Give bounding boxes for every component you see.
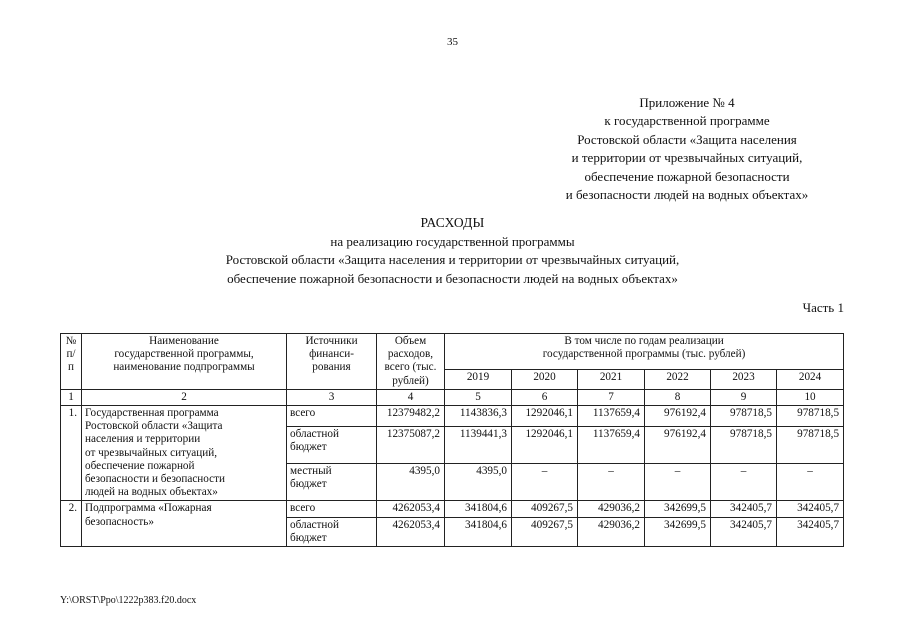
column-number-row [61, 389, 844, 405]
header-text: Источники [305, 335, 358, 347]
year-value: 1139441,3 [445, 426, 512, 463]
year-value: 409267,5 [512, 517, 578, 546]
year-value: 429036,2 [578, 501, 645, 517]
header-text: рублей) [392, 374, 429, 387]
column-number: 3 [287, 389, 377, 405]
year-value: – [777, 464, 844, 501]
funding-source [287, 426, 377, 463]
column-number: 5 [445, 389, 512, 405]
column-number: 8 [645, 389, 711, 405]
year-value: 976192,4 [645, 406, 711, 427]
funding-source-text: местный [290, 465, 332, 478]
header-text: государственной программы, [114, 348, 254, 361]
document-title [0, 214, 905, 288]
funding-source [287, 406, 377, 427]
funding-source-text: бюджет [290, 531, 327, 544]
header-text: п/п [66, 348, 76, 374]
total-value: 4262053,4 [377, 501, 445, 517]
table-row [61, 501, 844, 517]
title-line: Ростовской области «Защита населения и территории от чрезвычайных ситуаций, [225, 252, 680, 267]
expenses-table [60, 333, 844, 547]
header-text: расходов, [387, 348, 434, 361]
year-value: – [512, 464, 578, 501]
year-value: 978718,5 [777, 406, 844, 427]
column-number: 9 [711, 389, 777, 405]
header-volume [377, 334, 445, 390]
part-label: Часть 1 [802, 300, 844, 315]
year-value: 342405,7 [777, 501, 844, 517]
funding-source-text: всего [290, 502, 316, 515]
total-value: 4395,0 [377, 464, 445, 501]
header-source [287, 334, 377, 390]
header-year: 2024 [777, 369, 844, 389]
header-text: финанси- [309, 348, 354, 361]
header-year: 2023 [711, 369, 777, 389]
file-path-footer: Y:\ORST\Ppo\1222p383.f20.docx [60, 595, 197, 606]
appendix-line: Ростовской области «Защита населения [577, 131, 797, 147]
header-year: 2020 [512, 369, 578, 389]
year-value: 978718,5 [777, 426, 844, 463]
header-text: всего (тыс. [384, 361, 437, 374]
table-row [61, 406, 844, 427]
column-number: 7 [578, 389, 645, 405]
funding-source-text: областной [290, 427, 339, 440]
header-text: наименование подпрограммы [113, 361, 255, 374]
year-value: 341804,6 [445, 517, 512, 546]
year-value: – [578, 464, 645, 501]
program-name-line: Государственная программа [85, 407, 219, 420]
funding-source-text: бюджет [290, 478, 327, 491]
year-value: 976192,4 [645, 426, 711, 463]
total-value: 4262053,4 [377, 517, 445, 546]
program-name-line: обеспечение пожарной [85, 459, 195, 472]
program-name-line: людей на водных объектах» [85, 486, 218, 499]
title-line: обеспечение пожарной безопасности и безопасности людей на водных объектах» [227, 270, 678, 286]
funding-source [287, 517, 377, 546]
year-value: 1292046,1 [512, 426, 578, 463]
appendix-line: обеспечение пожарной безопасности [584, 168, 790, 184]
funding-source-text: областной [290, 518, 339, 531]
year-value: 1137659,4 [578, 426, 645, 463]
total-value: 12375087,2 [377, 426, 445, 463]
header-years-group [445, 334, 844, 370]
program-name [82, 406, 287, 501]
header-text: государственной программы (тыс. рублей) [542, 348, 746, 361]
year-value: 342405,7 [711, 501, 777, 517]
program-name-line: Ростовской области «Защита [85, 420, 223, 433]
header-num [61, 334, 82, 390]
page-number: 35 [447, 36, 458, 48]
program-name-line: от чрезвычайных ситуаций, [85, 446, 218, 459]
column-number: 6 [512, 389, 578, 405]
funding-source-text: бюджет [290, 440, 327, 453]
title-main: РАСХОДЫ [420, 215, 485, 230]
appendix-line: и территории от чрезвычайных ситуаций, [571, 150, 803, 166]
column-number: 4 [377, 389, 445, 405]
year-value: – [645, 464, 711, 501]
row-number: 1. [61, 406, 82, 501]
year-value: 1292046,1 [512, 406, 578, 427]
year-value: 1143836,3 [445, 406, 512, 427]
funding-source [287, 501, 377, 517]
header-year: 2022 [645, 369, 711, 389]
year-value: 342699,5 [645, 517, 711, 546]
year-value: – [711, 464, 777, 501]
header-text: Объем [394, 335, 427, 347]
appendix-line: к государственной программе [604, 113, 770, 129]
row-number: 2. [61, 501, 82, 547]
year-value: 4395,0 [445, 464, 512, 501]
year-value: 342699,5 [645, 501, 711, 517]
column-number: 1 [61, 389, 82, 405]
total-value: 12379482,2 [377, 406, 445, 427]
column-number: 2 [82, 389, 287, 405]
header-text: № [65, 335, 77, 347]
header-year: 2019 [445, 369, 512, 389]
header-text: В том числе по годам реализации [564, 335, 724, 347]
program-name-line: Подпрограмма «Пожарная [85, 502, 212, 515]
appendix-header [520, 94, 854, 204]
appendix-line: и безопасности людей на водных объектах» [565, 187, 809, 203]
year-value: 429036,2 [578, 517, 645, 546]
header-text: рования [312, 361, 351, 374]
year-value: 978718,5 [711, 426, 777, 463]
header-year: 2021 [578, 369, 645, 389]
column-number: 10 [777, 389, 844, 405]
title-line: на реализацию государственной программы [330, 233, 575, 249]
appendix-line: Приложение № 4 [639, 95, 735, 110]
year-value: 978718,5 [711, 406, 777, 427]
funding-source [287, 464, 377, 501]
year-value: 342405,7 [777, 517, 844, 546]
year-value: 409267,5 [512, 501, 578, 517]
table-header-row [61, 334, 844, 370]
year-value: 341804,6 [445, 501, 512, 517]
program-name [82, 501, 287, 547]
program-name-line: безопасности и безопасности [85, 473, 226, 486]
program-name-line: безопасность» [85, 515, 154, 528]
program-name-line: населения и территории [85, 433, 201, 446]
funding-source-text: всего [290, 407, 316, 420]
year-value: 1137659,4 [578, 406, 645, 427]
header-name [82, 334, 287, 390]
header-text: Наименование [149, 335, 219, 347]
year-value: 342405,7 [711, 517, 777, 546]
